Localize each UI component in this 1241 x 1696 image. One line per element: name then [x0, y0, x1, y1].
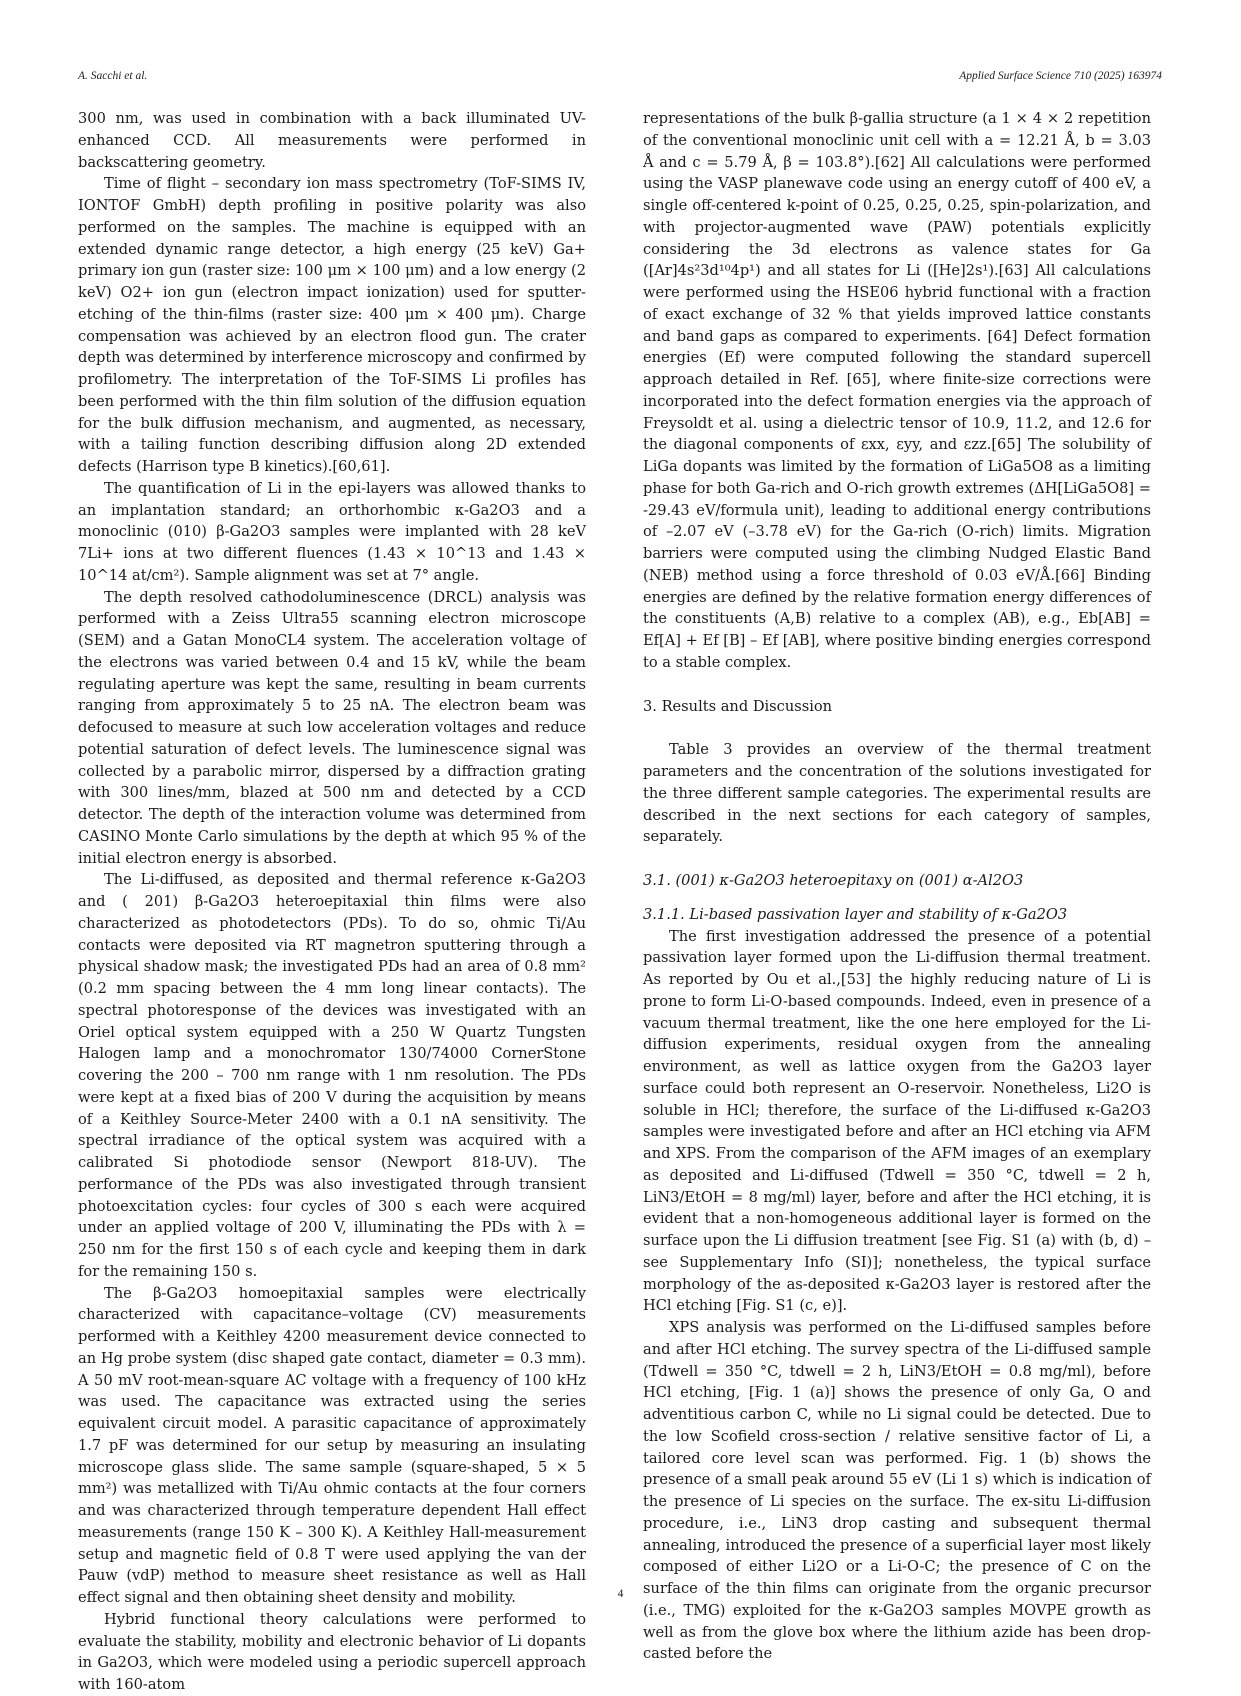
- right-column: [643, 108, 1151, 1665]
- paragraph: representations of the bulk β-gallia structure (a 1 × 4 × 2 repetition of the conventional monoclinic unit cell with a = 12.21 Å, b = 3.03 Å and c = 5.79 Å, β = 103.8°).[62] All calculations were performed using the VASP planewave code using an energy cutoff of 400 eV, a single off-centered k-point of 0.25, 0.25, 0.25, spin-polarization, and with projector-augmented wave (PAW) potentials explicitly considering the 3d electrons as valence states for Ga ([Ar]4s²3d¹⁰4p¹) and all states for Li ([He]2s¹).[63] All calculations were performed using the HSE06 hybrid functional with a fraction of exact exchange of 32 % that yields improved lattice constants and band gaps as compared to experiments. [64] Defect formation energies (Ef) were computed following the standard supercell approach detailed in Ref. [65], where finite-size corrections were incorporated into the defect formation energies via the approach of Freysoldt et al. using a dielectric tensor of 10.9, 11.2, and 12.6 for the diagonal components of εxx, εyy, and εzz.[65] The solubility of LiGa dopants was limited by the formation of LiGa5O8 as a limiting phase for both Ga-rich and O-rich growth extremes (ΔH[LiGa5O8] = -29.43 eV/formula unit), leading to additional energy contributions of –2.07 eV (–3.78 eV) for the Ga-rich (O-rich) limits. Migration barriers were computed using the climbing Nudged Elastic Band (NEB) method using a force threshold of 0.03 eV/Å.[66] Binding energies are defined by the relative formation energy differences of the constituents (A,B) relative to a complex (AB), e.g., Eb[AB] = Ef[A] + Ef [B] – Ef [AB], where positive binding energies correspond to a stable complex.: [643, 110, 1151, 671]
- paragraph: Table 3 provides an overview of the thermal treatment parameters and the concentration of the solutions investigated for the three different sample categories. The experimental results are described in the next sections for each category of samples, separately.: [643, 741, 1151, 846]
- paragraph: Hybrid functional theory calculations were performed to evaluate the stability, mobility and electronic behavior of Li dopants in Ga2O3, which were modeled using a periodic supercell approach with 160-atom: [78, 1610, 586, 1693]
- paragraph: 300 nm, was used in combination with a back illuminated UV-enhanced CCD. All measurements were performed in backscattering geometry.: [78, 110, 586, 171]
- paragraph: The first investigation addressed the presence of a potential passivation layer formed upon the Li-diffusion thermal treatment. As reported by Ou et al.,[53] the highly reducing nature of Li is prone to form Li-O-based compounds. Indeed, even in presence of a vacuum thermal treatment, like the one here employed for the Li-diffusion experiments, residual oxygen from the annealing environment, as well as lattice oxygen from the Ga2O3 layer surface could both represent an O-reservoir. Nonetheless, Li2O is soluble in HCl; therefore, the surface of the Li-diffused κ-Ga2O3 samples were investigated before and after an HCl etching via AFM and XPS. From the comparison of the AFM images of an exemplary as deposited and Li-diffused (Tdwell = 350 °C, tdwell = 2 h, LiN3/EtOH = 8 mg/ml) layer, before and after the HCl etching, it is evident that a non-homogeneous additional layer is formed on the surface upon the Li diffusion treatment [see Fig. S1 (a) with (b, d) – see Supplementary Info (SI)]; nonetheless, the typical surface morphology of the as-deposited κ-Ga2O3 layer is restored after the HCl etching [Fig. S1 (c, e)].: [643, 927, 1151, 1315]
- paragraph: The quantification of Li in the epi-layers was allowed thanks to an implantation standard; an orthorhombic κ-Ga2O3 and a monoclinic (010) β-Ga2O3 samples were implanted with 28 keV 7Li+ ions at two different fluences (1.43 × 10^13 and 1.43 × 10^14 at/cm²). Sample alignment was set at 7° angle.: [78, 479, 586, 584]
- paragraph: Time of flight – secondary ion mass spectrometry (ToF-SIMS IV, IONTOF GmbH) depth profiling in positive polarity was also performed on the samples. The machine is equipped with an extended dynamic range detector, a high energy (25 keV) Ga+ primary ion gun (raster size: 100 μm × 100 μm) and a low energy (2 keV) O2+ ion gun (electron impact ionization) used for sputter-etching of the thin-films (raster size: 400 μm × 400 μm). Charge compensation was achieved by an electron flood gun. The crater depth was determined by interference microscopy and confirmed by profilometry. The interpretation of the ToF-SIMS Li profiles has been performed with the thin film solution of the diffusion equation for the bulk diffusion mechanism, and augmented, as necessary, with a tailing function describing diffusion along 2D extended defects (Harrison type B kinetics).[60,61].: [78, 175, 586, 475]
- running-header-journal: Applied Surface Science 710 (2025) 163974: [959, 70, 1162, 82]
- paragraph: The β-Ga2O3 homoepitaxial samples were electrically characterized with capacitance–voltage (CV) measurements performed with a Keithley 4200 measurement device connected to an Hg probe system (disc shaped gate contact, diameter = 0.3 mm). A 50 mV root-mean-square AC voltage with a frequency of 100 kHz was used. The capacitance was extracted using the series equivalent circuit model. A parasitic capacitance of approximately 1.7 pF was determined for our setup by measuring an insulating microscope glass slide. The same sample (square-shaped, 5 × 5 mm²) was metallized with Ti/Au ohmic contacts at the four corners and was characterized through temperature dependent Hall effect measurements (range 150 K – 300 K). A Keithley Hall-measurement setup and magnetic field of 0.8 T were used applying the van der Pauw (vdP) method to measure sheet resistance as well as Hall effect signal and then obtaining sheet density and mobility.: [78, 1284, 586, 1606]
- running-header-authors: A. Sacchi et al.: [78, 70, 148, 82]
- left-column: [78, 108, 586, 1696]
- subsection-heading: 3.1. (001) κ-Ga2O3 heteroepitaxy on (001) α-Al2O3: [643, 872, 1024, 889]
- subsubsection-heading: 3.1.1. Li-based passivation layer and stability of κ-Ga2O3: [643, 905, 1068, 923]
- page-number: 4: [617, 1588, 624, 1600]
- paragraph: The depth resolved cathodoluminescence (DRCL) analysis was performed with a Zeiss Ultra55 scanning electron microscope (SEM) and a Gatan MonoCL4 system. The acceleration voltage of the electrons was varied between 0.4 and 15 kV, while the beam regulating aperture was kept the same, resulting in beam currents ranging from approximately 5 to 25 nA. The electron beam was defocused to measure at such low acceleration voltages and reduce potential saturation of defect levels. The luminescence signal was collected by a parabolic mirror, dispersed by a diffraction grating with 300 lines/mm, blazed at 500 nm and detected by a CCD detector. The depth of the interaction volume was determined from CASINO Monte Carlo simulations by the depth at which 95 % of the initial electron energy is absorbed.: [78, 588, 586, 867]
- paragraph: XPS analysis was performed on the Li-diffused samples before and after HCl etching. The survey spectra of the Li-diffused sample (Tdwell = 350 °C, tdwell = 2 h, LiN3/EtOH = 0.8 mg/ml), before HCl etching, [Fig. 1 (a)] shows the presence of only Ga, O and adventitious carbon C, while no Li signal could be detected. Due to the low Scofield cross-section / relative sensitive factor of Li, a tailored core level scan was performed. Fig. 1 (b) shows the presence of a small peak around 55 eV (Li 1 s) which is indication of the presence of Li species on the surface. The ex-situ Li-diffusion procedure, i.e., LiN3 drop casting and subsequent thermal annealing, introduced the presence of a superficial layer most likely composed of either Li2O or a Li-O-C; the presence of C on the surface of the thin films can originate from the organic precursor (i.e., TMG) exploited for the κ-Ga2O3 samples MOVPE growth as well as from the glove box where the lithium azide has been drop-casted before the: [643, 1319, 1151, 1663]
- section-heading: 3. Results and Discussion: [643, 697, 833, 715]
- paragraph: The Li-diffused, as deposited and thermal reference κ-Ga2O3 and ( 201) β-Ga2O3 heteroepitaxial thin films were also characterized as photodetectors (PDs). To do so, ohmic Ti/Au contacts were deposited via RT magnetron sputtering through a physical shadow mask; the investigated PDs had an area of 0.8 mm² (0.2 mm spacing between the 4 mm long linear contacts). The spectral photoresponse of the devices was investigated with an Oriel optical system equipped with a 250 W Quartz Tungsten Halogen lamp and a monochromator 130/74000 CornerStone covering the 200 – 700 nm range with 1 nm resolution. The PDs were kept at a fixed bias of 200 V during the acquisition by means of a Keithley Source-Meter 2400 with a 0.1 nA sensitivity. The spectral irradiance of the optical system was acquired with a calibrated Si photodiode sensor (Newport 818-UV). The performance of the PDs was also investigated through transient photoexcitation cycles: four cycles of 300 s each were acquired under an applied voltage of 200 V, illuminating the PDs with λ = 250 nm for the first 150 s of each cycle and keeping them in dark for the remaining 150 s.: [78, 871, 586, 1280]
